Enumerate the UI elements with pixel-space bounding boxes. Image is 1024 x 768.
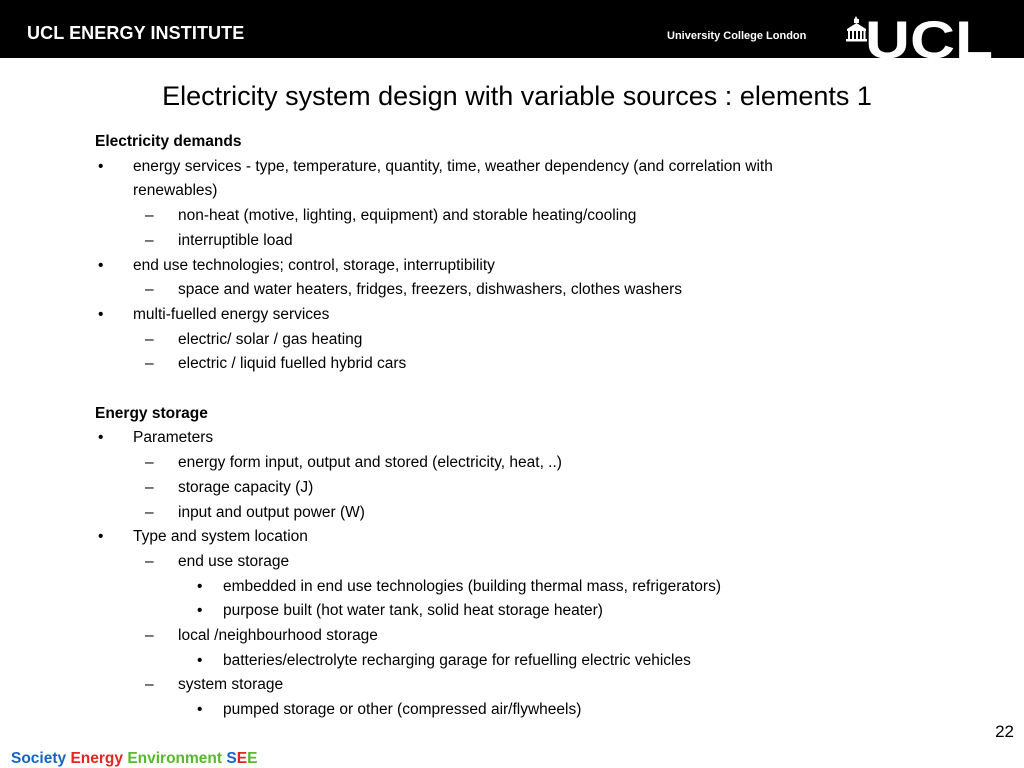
bullet-marker: •	[98, 429, 104, 447]
sub-list-item	[95, 624, 895, 649]
sub-sub-list-item	[95, 575, 895, 600]
sub-sub-list-item	[95, 649, 895, 674]
list-item-text: batteries/electrolyte recharging garage for refuelling electric vehicles	[223, 651, 691, 669]
list-item-text: electric / liquid fuelled hybrid cars	[178, 355, 407, 373]
list-item-text: pumped storage or other (compressed air/flywheels)	[223, 701, 582, 719]
bullet-marker: •	[98, 256, 104, 274]
sub-sub-list-item	[95, 698, 895, 723]
list-item	[95, 426, 895, 451]
list-item-text: electric/ solar / gas heating	[178, 330, 363, 348]
sub-list-item	[95, 328, 895, 353]
sub-list-item	[95, 451, 895, 476]
list-item-text: energy form input, output and stored (electricity, heat, ..)	[178, 454, 562, 472]
footer-see-e1: E	[236, 750, 248, 767]
list-item-text: multi-fuelled energy services	[133, 305, 330, 323]
dash-marker: –	[145, 207, 154, 225]
list-item-text: input and output power (W)	[178, 503, 365, 521]
sub-sub-list-item	[95, 599, 895, 624]
sub-list-item	[95, 501, 895, 526]
university-name: University College London	[667, 30, 807, 42]
section-spacer	[95, 377, 895, 402]
dash-marker: –	[145, 231, 154, 249]
bullet-marker: •	[98, 157, 104, 175]
bullet-marker: •	[197, 651, 203, 669]
dash-marker: –	[145, 330, 154, 348]
slide-content	[95, 130, 895, 723]
section-heading-storage: Energy storage	[95, 404, 208, 422]
sub-list-item	[95, 229, 895, 254]
list-item-text: storage capacity (J)	[178, 478, 314, 496]
list-item-text: space and water heaters, fridges, freezers, dishwashers, clothes washers	[178, 281, 682, 299]
dash-marker: –	[145, 281, 154, 299]
footer-see-s: S	[226, 750, 237, 767]
sub-list-item	[95, 476, 895, 501]
list-item-text: system storage	[178, 676, 284, 694]
footer-word-society: Society	[11, 750, 67, 767]
list-item-text: local /neighbourhood storage	[178, 627, 378, 645]
list-item-text: non-heat (motive, lighting, equipment) and storable heating/cooling	[178, 207, 637, 225]
list-item-text: purpose built (hot water tank, solid heat storage heater)	[223, 602, 603, 620]
list-item-text: Parameters	[133, 429, 214, 447]
slide-title: Electricity system design with variable sources : elements 1	[162, 81, 872, 111]
dash-marker: –	[145, 627, 154, 645]
institute-name: UCL ENERGY INSTITUTE	[27, 23, 245, 43]
section-heading-demands: Electricity demands	[95, 133, 242, 150]
sub-list-item	[95, 673, 895, 698]
bullet-marker: •	[98, 528, 104, 546]
dash-marker: –	[145, 503, 154, 521]
bullet-marker: •	[98, 305, 104, 323]
footer-word-energy: Energy	[70, 750, 124, 767]
list-item	[95, 303, 895, 328]
list-item	[95, 525, 895, 550]
page-number: 22	[995, 722, 1014, 741]
list-item-text: embedded in end use technologies (building thermal mass, refrigerators)	[223, 577, 721, 595]
sub-list-item	[95, 278, 895, 303]
dash-marker: –	[145, 676, 154, 694]
bullet-marker: •	[197, 602, 203, 620]
sub-list-item	[95, 204, 895, 229]
list-item-text: renewables)	[133, 182, 218, 200]
footer-see-e2: E	[247, 750, 258, 767]
list-item	[95, 254, 895, 279]
portico-icon	[846, 16, 867, 42]
ucl-logo	[845, 14, 995, 58]
header-bar	[0, 0, 1024, 58]
sub-list-item	[95, 352, 895, 377]
footer-word-environment: Environment	[127, 750, 223, 767]
footer-see	[226, 750, 257, 767]
dash-marker: –	[145, 454, 154, 472]
bullet-marker: •	[197, 577, 203, 595]
list-item	[95, 155, 895, 204]
ucl-logo-text: UCL	[865, 14, 993, 58]
dash-marker: –	[145, 478, 154, 496]
sub-list-item	[95, 550, 895, 575]
list-item-text: end use storage	[178, 552, 290, 570]
list-item-text: end use technologies; control, storage, interruptibility	[133, 256, 495, 274]
list-item-text: energy services - type, temperature, quantity, time, weather dependency (and correlation with	[133, 157, 773, 175]
dash-marker: –	[145, 355, 154, 373]
dash-marker: –	[145, 552, 154, 570]
list-item-text: Type and system location	[133, 528, 308, 546]
bullet-marker: •	[197, 701, 203, 719]
list-item-text: interruptible load	[178, 231, 293, 249]
footer-tagline	[11, 749, 257, 768]
